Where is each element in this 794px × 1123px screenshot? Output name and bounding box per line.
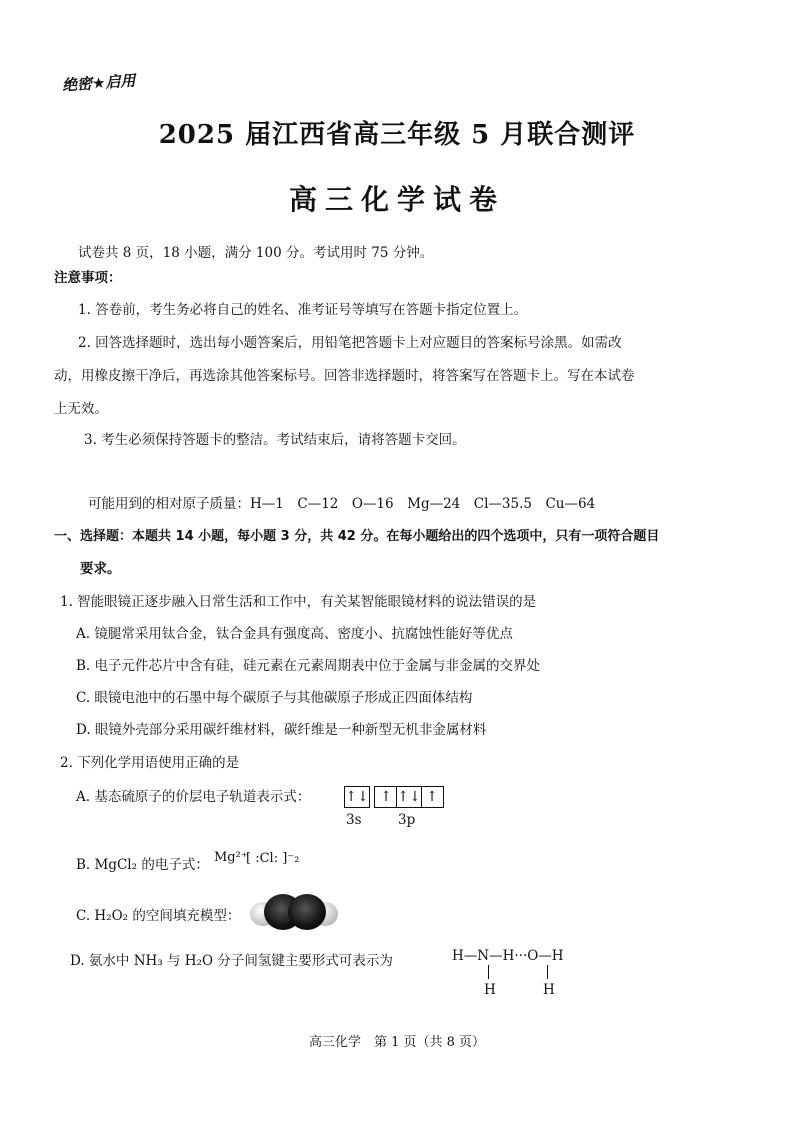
o-bottom-h: H bbox=[543, 982, 555, 998]
section1-heading-cont: 要求。 bbox=[80, 561, 121, 577]
q1-option-a: A. 镜腿常采用钛合金，钛合金具有强度高、密度小、抗腐蚀性能好等优点 bbox=[76, 626, 513, 642]
q1-stem: 1. 智能眼镜正逐步融入日常生活和工作中，有关某智能眼镜材料的说法错误的是 bbox=[60, 594, 537, 610]
q2-option-c: C. H₂O₂ 的空间填充模型： bbox=[76, 908, 241, 924]
page-footer: 高三化学 第 1 页（共 8 页） bbox=[308, 1035, 486, 1050]
q2-option-b: B. MgCl₂ 的电子式： bbox=[76, 857, 209, 873]
n-bottom-h: H bbox=[484, 982, 496, 998]
section1-heading: 一、选择题：本题共 14 小题，每小题 3 分，共 42 分。在每小题给出的四个选项中，只有一项符合题目 bbox=[54, 529, 660, 544]
orbital-3s-box bbox=[344, 786, 370, 808]
q1-option-c: C. 眼镜电池中的石墨中每个碳原子与其他碳原子形成正四面体结构 bbox=[76, 690, 473, 706]
label-3s: 3s bbox=[346, 812, 362, 828]
exam-subtitle: 高三化学试卷 bbox=[288, 183, 505, 216]
orbital-3p-1: ↑ bbox=[380, 789, 392, 805]
orbital-3s-electrons: ↑↓ bbox=[345, 789, 369, 805]
q2-stem: 2. 下列化学用语使用正确的是 bbox=[60, 755, 240, 771]
mgcl2-cl-ion: [ :Cl: ]⁻₂ bbox=[246, 851, 300, 866]
q2-option-d: D. 氨水中 NH₃ 与 H₂O 分子间氢键主要形式可表示为 bbox=[70, 953, 393, 969]
note-1: 1. 答卷前，考生务必将自己的姓名、准考证号等填写在答题卡指定位置上。 bbox=[78, 302, 528, 318]
note-3: 3. 考生必须保持答题卡的整洁。考试结束后，请将答题卡交回。 bbox=[84, 432, 466, 448]
note-2-line2: 动，用橡皮擦干净后，再选涂其他答案标号。回答非选择题时，将答案写在答题卡上。写在本试卷 bbox=[54, 368, 635, 384]
h2o2-space-filling-model bbox=[250, 892, 340, 930]
n-h-bond-line bbox=[488, 965, 489, 979]
q1-option-b: B. 电子元件芯片中含有硅，硅元素在元素周期表中位于金属与非金属的交界处 bbox=[76, 658, 541, 674]
q2-option-a: A. 基态硫原子的价层电子轨道表示式： bbox=[76, 789, 311, 805]
confidential-stamp: 绝密★启用 bbox=[61, 71, 137, 95]
orbital-3p-box bbox=[374, 786, 444, 808]
o-h-bond-line bbox=[547, 965, 548, 979]
orbital-3p-3: ↑ bbox=[426, 789, 438, 805]
orbital-3p-2: ↑↓ bbox=[397, 789, 421, 805]
label-3p: 3p bbox=[398, 812, 416, 828]
atomic-masses: 可能用到的相对原子质量：H—1 C—12 O—16 Mg—24 Cl—35.5 Cu—64 bbox=[88, 496, 596, 512]
note-2-line1: 2. 回答选择题时，选出每小题答案后，用铅笔把答题卡上对应题目的答案标号涂黑。如需改 bbox=[78, 335, 622, 351]
notes-heading: 注意事项： bbox=[54, 270, 122, 286]
note-2-line3: 上无效。 bbox=[54, 401, 108, 417]
mgcl2-mg-ion: Mg²⁺ bbox=[214, 850, 248, 865]
exam-intro: 试卷共 8 页，18 小题，满分 100 分。考试用时 75 分钟。 bbox=[78, 245, 434, 261]
exam-title: 2025 届江西省高三年级 5 月联合测评 bbox=[158, 120, 636, 150]
q1-option-d: D. 眼镜外壳部分采用碳纤维材料，碳纤维是一种新型无机非金属材料 bbox=[76, 722, 487, 738]
hydrogen-bond-formula: H—N—H···O—H bbox=[452, 948, 564, 964]
